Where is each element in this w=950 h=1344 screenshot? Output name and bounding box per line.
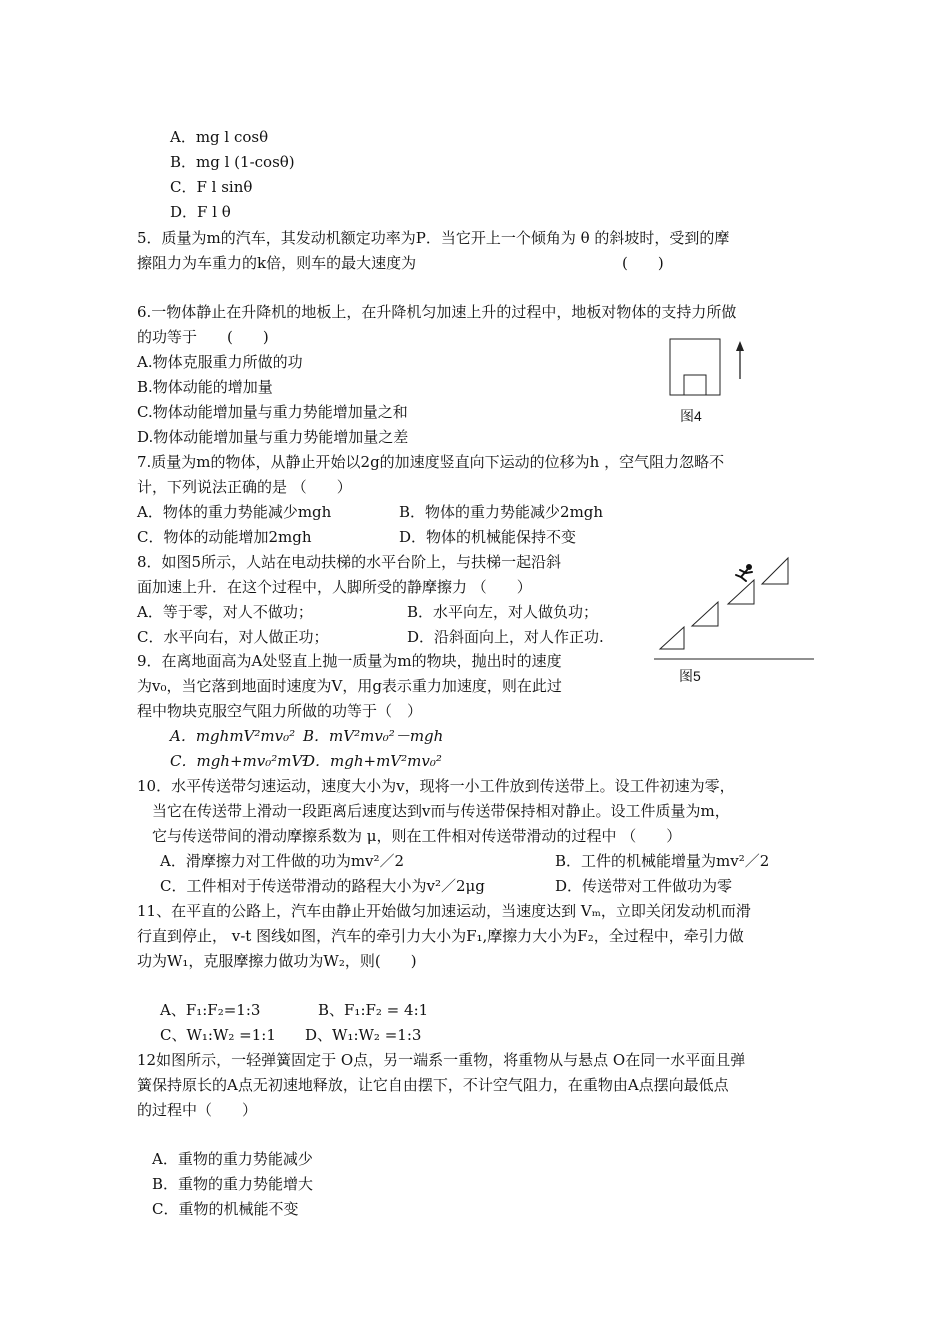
q6-option-a: A.物体克服重力所做的功 <box>137 353 303 371</box>
q6-option-d: D.物体动能增加量与重力势能增加量之差 <box>137 428 409 446</box>
q4-option-c: C．F l sinθ <box>170 178 253 196</box>
q9-line-1: 9．在离地面高为A处竖直上抛一质量为m的物块，抛出时的速度 <box>137 652 562 670</box>
q7-option-c: C．物体的动能增加2mgh <box>137 528 312 546</box>
q10-option-d: D．传送带对工件做功为零 <box>555 877 733 895</box>
figure-4-elevator <box>664 335 764 400</box>
q8-option-d: D．沿斜面向上，对人作正功. <box>407 628 604 646</box>
q11-option-a: A、F₁:F₂=1:3 <box>160 1001 261 1019</box>
q8-option-c: C．水平向右，对人做正功； <box>137 628 329 646</box>
q7-line-2: 计，下列说法正确的是 （ ） <box>137 478 352 496</box>
q6-option-c: C.物体动能增加量与重力势能增加量之和 <box>137 403 408 421</box>
q4-option-d: D．F l θ <box>170 203 231 221</box>
q7-line-1: 7.质量为m的物体，从静止开始以2g的加速度竖直向下运动的位移为h ，空气阻力忽略不 <box>137 453 725 471</box>
q11-option-b: B、F₁:F₂ = 4:1 <box>318 1001 429 1019</box>
q9-option-a: A．mghmV²mv₀² <box>170 727 296 745</box>
q10-line-1: 10．水平传送带匀速运动，速度大小为v，现将一小工件放到传送带上。设工件初速为零， <box>137 777 735 795</box>
figure-5-caption: 图5 <box>679 668 701 684</box>
q7-option-a: A．物体的重力势能减少mgh <box>137 503 332 521</box>
escalator-step-1 <box>660 627 684 649</box>
q7-option-d: D．物体的机械能保持不变 <box>399 528 577 546</box>
q8-option-b: B．水平向左，对人做负功； <box>407 603 599 621</box>
escalator-step-3 <box>728 580 754 604</box>
q10-option-a: A．滑摩擦力对工件做的功为mv²／2 <box>160 852 405 870</box>
q12-line-2: 簧保持原长的A点无初速地释放，让它自由摆下，不计空气阻力，在重物由A点摆向最低点 <box>137 1076 729 1094</box>
q10-line-2: 当它在传送带上滑动一段距离后速度达到v而与传送带保持相对静止。设工件质量为m， <box>152 802 730 820</box>
q9-line-2: 为v₀，当它落到地面时速度为V，用g表示重力加速度，则在此过 <box>137 677 562 695</box>
q11-option-d: D、W₁:W₂ =1:3 <box>305 1026 422 1044</box>
q11-line-2: 行直到停止， v-t 图线如图，汽车的牵引力大小为F₁,摩擦力大小为F₂，全过程中，牵引力做 <box>137 927 744 945</box>
elevator-cabin <box>670 339 720 395</box>
figure-4-caption: 图4 <box>680 408 702 424</box>
q12-option-c: C．重物的机械能不变 <box>152 1200 299 1218</box>
q11-line-3: 功为W₁，克服摩擦力做功为W₂，则( ) <box>137 952 417 970</box>
q12-line-3: 的过程中（ ） <box>137 1101 258 1119</box>
q8-line-1: 8．如图5所示，人站在电动扶梯的水平台阶上，与扶梯一起沿斜 <box>137 553 562 571</box>
q10-option-c: C．工件相对于传送带滑动的路程大小为v²／2μg <box>160 877 485 895</box>
q12-line-1: 12如图所示，一轻弹簧固定于 O点，另一端系一重物，将重物从与悬点 O在同一水平面且弹 <box>137 1051 746 1069</box>
q12-option-a: A．重物的重力势能减少 <box>152 1150 313 1168</box>
escalator-step-2 <box>692 602 718 626</box>
q11-option-c: C、W₁:W₂ =1:1 <box>160 1026 276 1044</box>
q5-line-2: 擦阻力为车重力的k倍，则车的最大速度为 <box>137 254 417 272</box>
q9-option-b: B．mV²mv₀²－mgh <box>303 727 444 745</box>
q6-line-1: 6.一物体静止在升降机的地板上，在升降机匀加速上升的过程中，地板对物体的支持力所做 <box>137 303 737 321</box>
q8-option-a: A．等于零，对人不做功； <box>137 603 313 621</box>
q10-option-b: B．工件的机械能增量为mv²／2 <box>555 852 770 870</box>
q8-line-2: 面加速上升．在这个过程中，人脚所受的静摩擦力 （ ） <box>137 578 532 596</box>
q9-option-c: C．mgh+mv₀²mV² <box>170 752 309 770</box>
q4-option-b: B．mg l (1-cosθ) <box>170 153 295 171</box>
escalator-step-4 <box>762 558 788 584</box>
running-person-icon <box>736 564 752 581</box>
q12-option-b: B．重物的重力势能增大 <box>152 1175 314 1193</box>
q6-line-2: 的功等于 ( ) <box>137 328 269 346</box>
q9-option-d: D．mgh+mV²mv₀² <box>303 752 442 770</box>
q5-line-1: 5．质量为m的汽车，其发动机额定功率为P．当它开上一个倾角为 θ 的斜坡时，受到的摩 <box>137 229 730 247</box>
q7-option-b: B．物体的重力势能减少2mgh <box>399 503 604 521</box>
q4-option-a: A．mg l cosθ <box>170 128 269 146</box>
q5-answer-paren: ( ) <box>622 254 664 272</box>
q9-line-3: 程中物块克服空气阻力所做的功等于（ ） <box>137 702 423 720</box>
q6-option-b: B.物体动能的增加量 <box>137 378 273 396</box>
object-block <box>684 375 706 395</box>
q10-line-3: 它与传送带间的滑动摩擦系数为 μ，则在工件相对传送带滑动的过程中 （ ） <box>152 827 682 845</box>
q11-line-1: 11、在平直的公路上，汽车由静止开始做匀加速运动，当速度达到 Vₘ，立即关闭发动机而滑 <box>137 902 751 920</box>
figure-5-escalator <box>652 552 817 667</box>
upward-arrow-head <box>736 341 744 351</box>
